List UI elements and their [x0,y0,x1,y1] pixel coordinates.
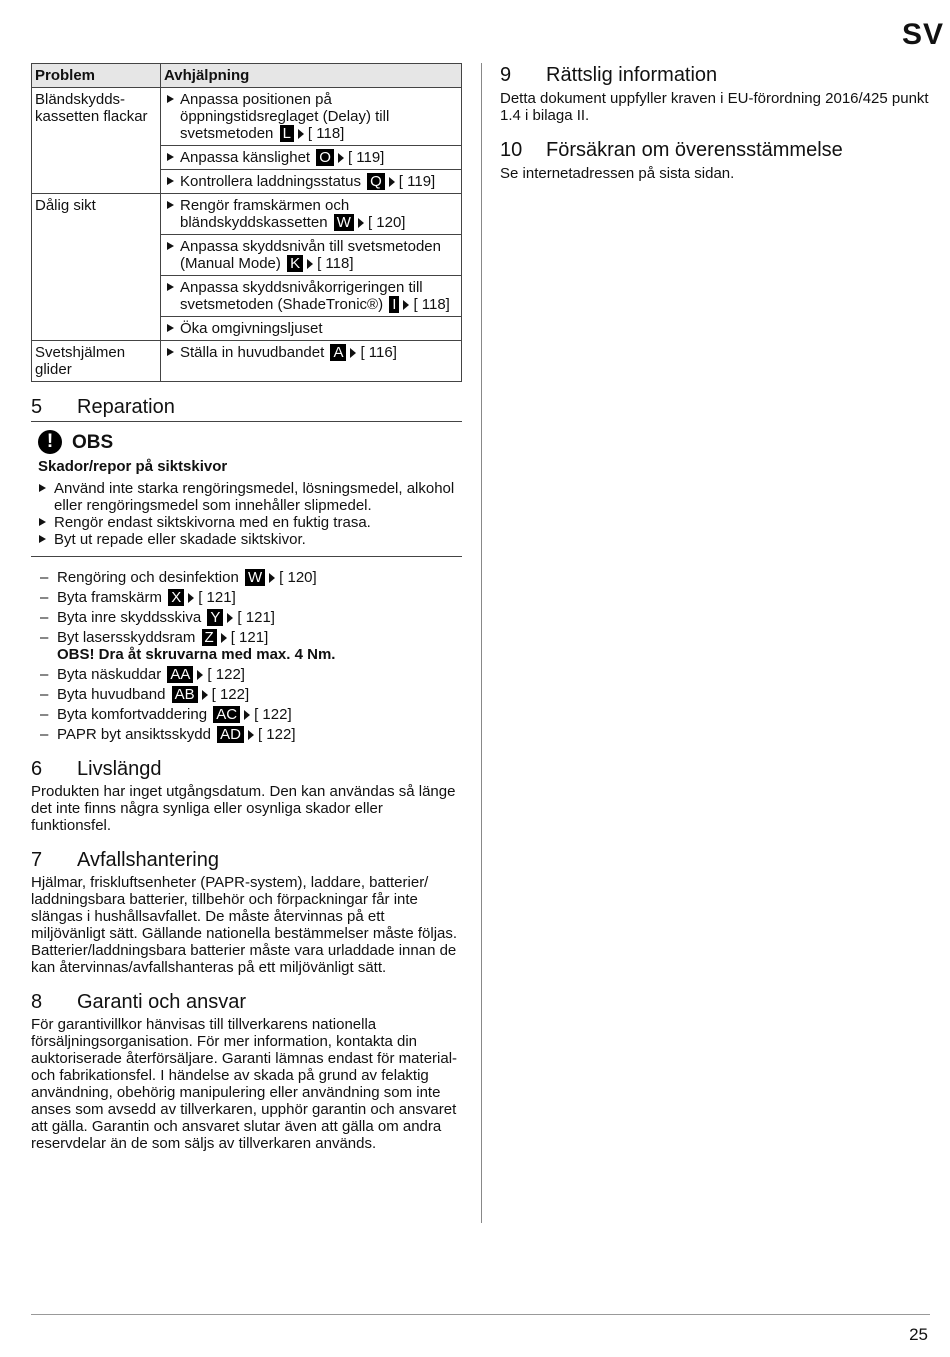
language-code: SV [901,18,944,51]
section-body: För garantivillkor hänvisas till tillverkarens nationella försäljningsorganisation. För mer information, kontakta din auktoriserade återförsäljare. Garanti lämnas endast för material- och fabrikationsfel. I händelse av skada på grund av felaktig användning, obehörig manipulering eller användning som inte anses som avsedd av tillverkaren, upphör garantin och ansvaret att gälla. Garantin och ansvaret slutar även att gälla om andra reservdelar än de som säljs av tillverkaren används. [31,1016,458,1152]
remedy-cell [161,341,462,382]
section-heading: 7 Avfallshantering [31,849,219,871]
repair-list [31,569,462,743]
page-ref: [ 118] [307,125,345,142]
problem-cell: Svetshjälmen glider [32,341,161,382]
list-text: Byta inre skyddsskiva [57,609,202,626]
bullet-triangle-icon [167,242,174,250]
page-ref: [ 118] [413,296,450,313]
bullet-triangle-icon [167,153,174,161]
cross-ref-arrow-icon [338,153,344,163]
table-row [32,341,462,382]
section-heading: 9 Rättslig information [500,64,718,86]
cross-ref-arrow-icon [389,177,395,187]
section-reparation [31,395,462,743]
page-ref: [ 122] [257,726,296,743]
section-body: Se internetadressen på sista sidan. [500,165,735,182]
remedy-cell [161,235,462,276]
figure-ref-badge: X [168,589,184,606]
notice-item: Använd inte starka rengöringsmedel, lösningsmedel, alkohol eller rengöringsmedel som innehåller slipmedel. [38,480,462,514]
list-text: Byta framskärm [57,589,163,606]
figure-ref-badge: AA [167,666,193,683]
cross-ref-arrow-icon [197,670,203,680]
troubleshooting-table [31,63,462,382]
page-ref: [ 122] [211,686,250,703]
remedy-cell [161,317,462,341]
notice-item: Rengör endast siktskivorna med en fuktig trasa. [38,514,462,531]
page-ref: [ 121] [230,629,269,646]
list-item [31,629,462,663]
figure-ref-badge: Y [207,609,223,626]
figure-ref-badge: O [316,149,334,166]
torque-note: OBS! Dra åt skruvarna med max. 4 Nm. [57,646,336,663]
bullet-triangle-icon [167,283,174,291]
remedy-cell [161,88,462,146]
list-dash: – [40,666,49,683]
section-heading: 6 Livslängd [31,758,162,780]
notice-box [31,428,462,557]
list-item [31,666,462,683]
remedy-text: Kontrollera laddningsstatus [180,173,361,190]
col-header-remedy: Avhjälpning [161,64,462,88]
page-ref: [ 121] [237,609,275,626]
figure-ref-badge: I [389,296,399,313]
bullet-triangle-icon [167,95,174,103]
cross-ref-arrow-icon [358,218,364,228]
notice-title: OBS [72,431,114,453]
cross-ref-arrow-icon [403,300,409,310]
remedy-cell [161,276,462,317]
cross-ref-arrow-icon [227,613,233,623]
list-dash: – [40,629,49,646]
figure-ref-badge: L [280,125,294,142]
page-ref: [ 116] [360,344,397,361]
remedy-cell [161,170,462,194]
section-livslangd [31,757,462,834]
section-garanti [31,990,462,1152]
figure-ref-badge: W [334,214,354,231]
cross-ref-arrow-icon [202,690,208,700]
col-header-problem: Problem [32,64,161,88]
remedy-text: Ställa in huvudbandet [180,344,325,361]
page-ref: [ 120] [367,214,406,231]
cross-ref-arrow-icon [188,593,194,603]
section-rattslig [500,63,930,124]
figure-ref-badge: K [287,255,303,272]
page-number: 25 [909,1325,928,1344]
problem-cell: Dålig sikt [32,194,161,341]
page-ref: [ 122] [254,706,292,723]
section-heading: 8 Garanti och ansvar [31,991,246,1013]
page-ref: [ 118] [317,255,354,272]
remedy-cell [161,194,462,235]
section-avfall [31,848,462,976]
list-dash: – [40,726,49,743]
list-text: Byta näskuddar [57,666,162,683]
cross-ref-arrow-icon [307,259,313,269]
remedy-text: Anpassa känslighet [180,149,311,166]
column-divider [481,63,482,1223]
notice-list [38,480,462,548]
list-text: Rengöring och desinfektion [57,569,239,586]
list-item [31,686,462,703]
figure-ref-badge: AB [172,686,198,703]
list-item [31,609,462,626]
figure-ref-badge: Z [202,629,217,646]
list-text: PAPR byt ansiktsskydd [57,726,211,743]
bullet-triangle-icon [167,201,174,209]
bullet-triangle-icon [167,324,174,332]
figure-ref-badge: AD [217,726,244,743]
list-dash: – [40,706,49,723]
page-ref: [ 122] [207,666,245,683]
list-dash: – [40,569,49,586]
cross-ref-arrow-icon [269,573,275,583]
section-heading: 10 Försäkran om överensstämmelse [500,139,843,161]
remedy-text: Anpassa skyddsnivåkorrigeringen till svetsmetoden (ShadeTronic®) [180,279,423,313]
bullet-triangle-icon [39,484,46,492]
table-row [32,194,462,235]
figure-ref-badge: AC [213,706,240,723]
remedy-text: Anpassa skyddsnivån till svetsmetoden (Manual Mode) [180,238,441,272]
remedy-text: Öka omgivningsljuset [180,320,323,337]
list-item [31,706,462,723]
page-ref: [ 119] [398,173,436,190]
bullet-triangle-icon [167,177,174,185]
remedy-text: Anpassa positionen på öppningstidsreglaget (Delay) till svetsmetoden [180,91,390,142]
cross-ref-arrow-icon [244,710,250,720]
cross-ref-arrow-icon [221,633,227,643]
list-text: Byta huvudband [57,686,166,703]
warning-icon: ! [38,430,62,454]
section-body: Hjälmar, friskluftsenheter (PAPR-system), laddare, batterier/ laddningsbara batterier, tillbehör och förpackningar får inte slängas i hushållsavfallet. De måste återvinnas på ett miljövänligt sätt. Gällande nationella bestämmelser måste följas. Batterier/laddningsbara batterier måste vara urladdade innan de kan återvinnas/avfallshanteras på ett miljövänligt sätt. [31,874,458,976]
remedy-text: Rengör framskärmen och bländskyddskassetten [180,197,350,231]
figure-ref-badge: Q [367,173,385,190]
section-heading: 5 Reparation [31,395,462,422]
bullet-triangle-icon [167,348,174,356]
page-ref: [ 120] [279,569,317,586]
notice-item: Byt ut repade eller skadade siktskivor. [38,531,462,548]
list-dash: – [40,589,49,606]
problem-cell: Bländskydds- kassetten flackar [32,88,161,194]
page-ref: [ 119] [347,149,385,166]
cross-ref-arrow-icon [350,348,356,358]
section-body: Produkten har inget utgångsdatum. Den kan användas så länge det inte finns några synliga eller osynliga skador eller funktionsfel. [31,783,456,834]
section-forsakran [500,138,930,182]
list-item [31,726,462,743]
cross-ref-arrow-icon [248,730,254,740]
list-item [31,589,462,606]
list-item [31,569,462,586]
list-text: Byt lasersskyddsram [57,629,196,646]
cross-ref-arrow-icon [298,129,304,139]
section-body: Detta dokument uppfyller kraven i EU-förordning 2016/425 punkt 1.4 i bilaga II. [500,90,929,124]
bullet-triangle-icon [39,518,46,526]
table-row [32,88,462,146]
list-dash: – [40,686,49,703]
notice-subtitle: Skador/repor på siktskivor [38,458,228,475]
page-ref: [ 121] [198,589,236,606]
figure-ref-badge: W [245,569,265,586]
bullet-triangle-icon [39,535,46,543]
footer-rule [31,1314,930,1315]
remedy-cell [161,146,462,170]
figure-ref-badge: A [330,344,346,361]
list-text: Byta komfortvaddering [57,706,208,723]
right-column [500,63,930,182]
list-dash: – [40,609,49,626]
left-column [31,63,462,1152]
